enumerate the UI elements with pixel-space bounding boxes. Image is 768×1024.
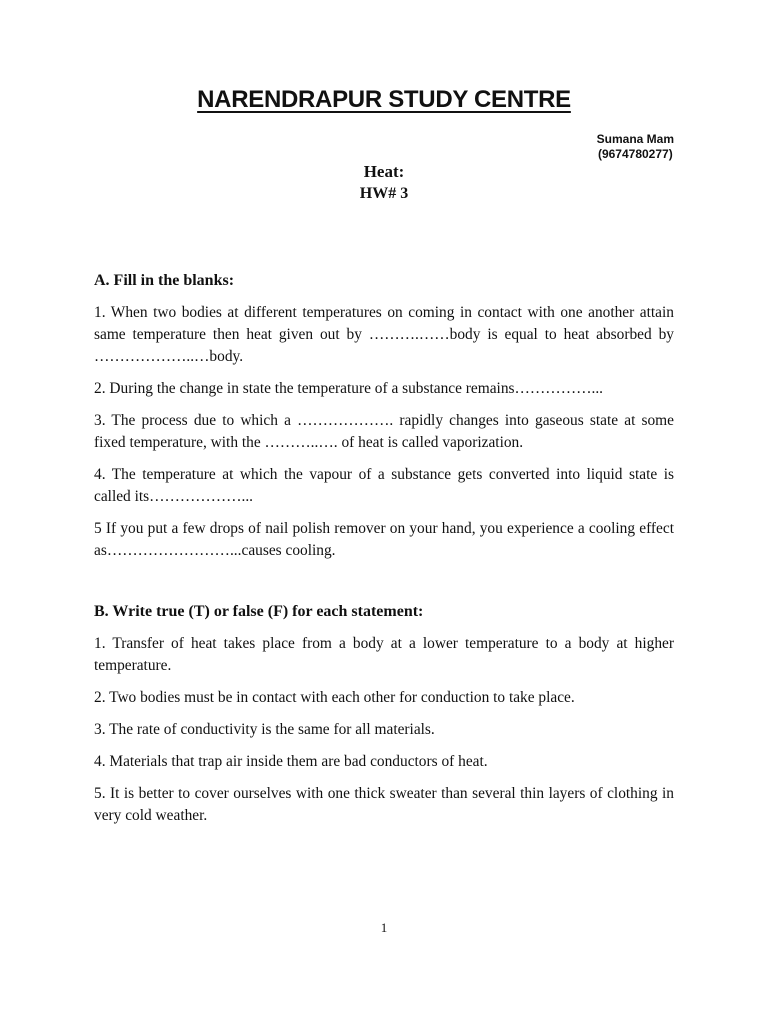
subject-heading: Heat:	[363, 162, 405, 181]
question-a4: 4. The temperature at which the vapour of a substance gets converted into liquid state is called its………………...	[94, 466, 674, 505]
homework-number: HW# 3	[359, 185, 409, 202]
question-a3: 3. The process due to which a ………………. rapidly changes into gaseous state at some fixed temperature, with the ………..…. of heat is called vaporization.	[94, 412, 674, 451]
section-fill-blanks	[94, 272, 674, 572]
question-b3: 3. The rate of conductivity is the same for all materials.	[94, 721, 435, 738]
section-true-false	[94, 603, 674, 837]
question-a2: 2. During the change in state the temperature of a substance remains……………...	[94, 380, 604, 397]
question-b1: 1. Transfer of heat takes place from a body at a lower temperature to a body at higher temperature.	[94, 635, 674, 674]
title-text: NARENDRAPUR STUDY CENTRE	[197, 86, 571, 113]
section-a-heading: A. Fill in the blanks:	[94, 272, 235, 289]
page-title	[0, 86, 768, 114]
question-b2: 2. Two bodies must be in contact with each other for conduction to take place.	[94, 689, 575, 706]
question-a1: 1. When two bodies at different temperatures on coming in contact with one another attain same temperature then heat given out by ……….……body is equal to heat absorbed by ………………..…body.	[94, 304, 674, 365]
author-name: Sumana Mam	[596, 132, 674, 146]
question-b4: 4. Materials that trap air inside them are bad conductors of heat.	[94, 753, 488, 770]
section-b-heading: B. Write true (T) or false (F) for each statement:	[94, 603, 424, 620]
author-block	[597, 132, 674, 162]
page-number: 1	[380, 920, 388, 935]
question-b5: 5. It is better to cover ourselves with one thick sweater than several thin layers of clothing in very cold weather.	[94, 785, 674, 824]
author-phone: (9674780277)	[597, 147, 673, 161]
question-a5: 5 If you put a few drops of nail polish remover on your hand, you experience a cooling effect as……………………...causes cooling.	[94, 520, 674, 559]
